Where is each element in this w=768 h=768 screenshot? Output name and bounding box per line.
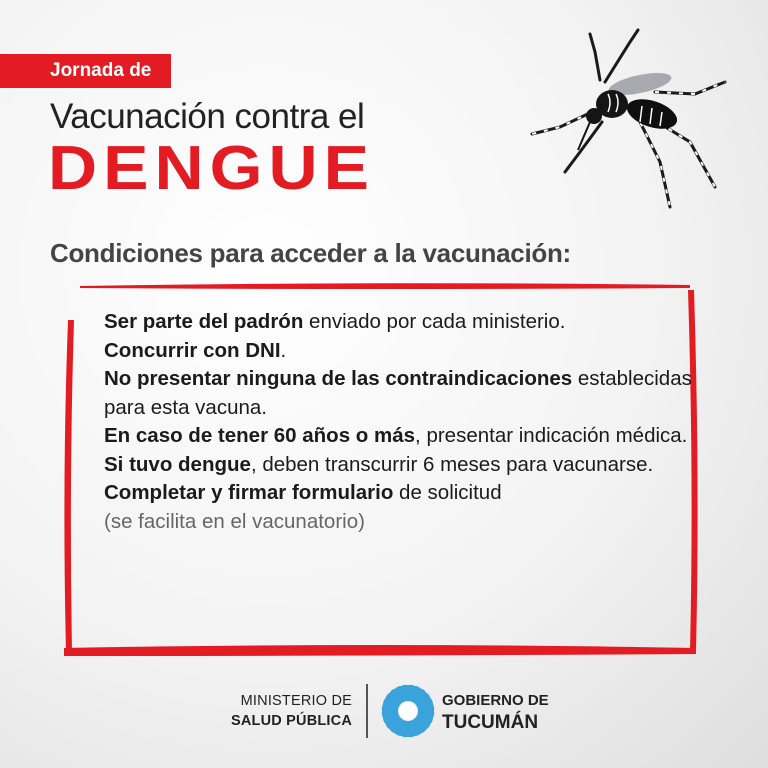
sun-logo-icon — [380, 683, 436, 739]
event-tag: Jornada de — [0, 54, 171, 88]
government-line-1: GOBIERNO DE — [442, 692, 549, 709]
condition-text: enviado por cada ministerio. — [303, 310, 566, 333]
government-line-2: TUCUMÁN — [442, 712, 539, 733]
condition-text: . — [280, 338, 287, 362]
condition-bold: No presentar ninguna de las contraindicaciones — [104, 367, 573, 390]
ministry-logo-text — [200, 691, 352, 731]
condition-bold: Completar y firmar formulario — [104, 481, 394, 504]
government-logo-text — [442, 690, 549, 734]
mosquito-icon — [520, 22, 730, 212]
condition-item — [104, 308, 694, 337]
condition-bold: Si tuvo dengue — [104, 452, 251, 476]
condition-item — [104, 451, 694, 480]
condition-text: , presentar indicación médica. — [415, 424, 688, 447]
condition-bold: Concurrir con DNI — [104, 338, 281, 362]
condition-item — [104, 337, 694, 366]
condition-text: , deben transcurrir 6 meses para vacunarse. — [250, 452, 654, 476]
condition-bold: Ser parte del padrón — [104, 310, 304, 333]
ministry-line-2: SALUD PÚBLICA — [230, 713, 352, 729]
headline: Vacunación contra el — [50, 97, 365, 136]
condition-item — [104, 365, 694, 422]
conditions-list — [104, 308, 694, 536]
condition-note: (se facilita en el vacunatorio) — [104, 509, 365, 533]
condition-item — [104, 479, 694, 536]
disease-title: DENGUE — [48, 132, 375, 203]
condition-bold: En caso de tener 60 años o más — [104, 424, 416, 447]
conditions-title: Condiciones para acceder a la vacunación: — [50, 238, 571, 268]
ministry-line-1: MINISTERIO DE — [240, 693, 352, 709]
footer-divider — [366, 684, 368, 738]
condition-text: de solicitud — [393, 481, 502, 504]
condition-text: establecidas para esta vacuna. — [104, 367, 692, 419]
condition-item — [104, 422, 694, 451]
